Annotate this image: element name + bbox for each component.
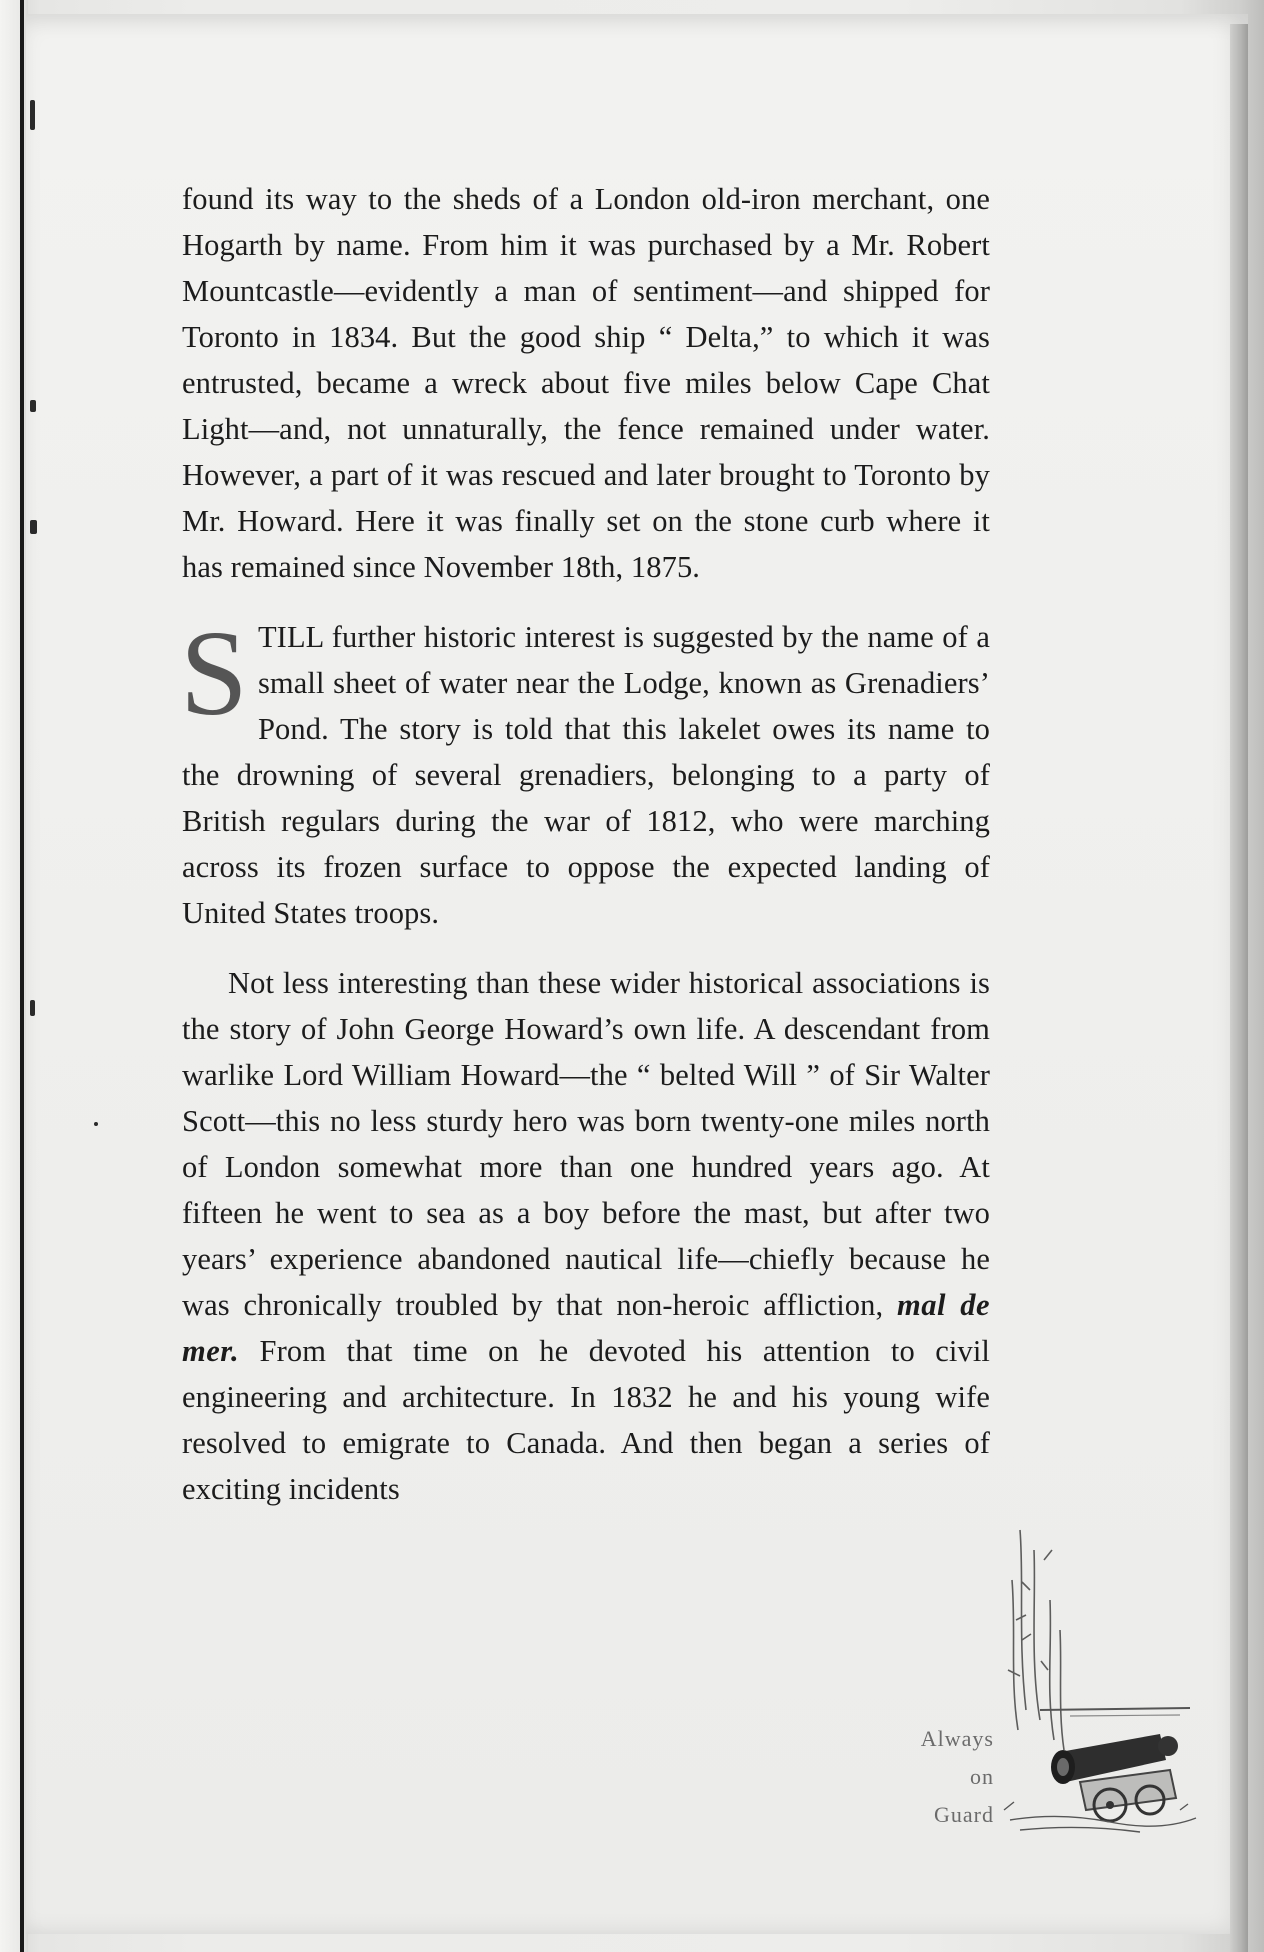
cannon-sketch-icon [1000, 1520, 1200, 1840]
water-line [1070, 1715, 1180, 1716]
page-edge-shadow [1230, 24, 1248, 1952]
caption-line-2: on [970, 1764, 994, 1789]
paragraph-howard-life [182, 960, 990, 1512]
caption-line-1: Always [920, 1726, 994, 1751]
illustration-caption [874, 1720, 994, 1834]
scan-speck [30, 100, 35, 130]
caption-line-3: Guard [934, 1802, 994, 1827]
paragraph-grenadiers-text: TILL further historic interest is suggested by the name of a small sheet of water near the Lodge, known as Grenadiers’ Pond. The story is told that this lakelet owes its name to the drowning of several grenadiers, belonging to a party of British regulars during the war of 1812, who were marching across its frozen surface to oppose the expected landing of United States troops. [182, 620, 990, 930]
scan-speck [30, 520, 37, 534]
scan-speck [30, 1000, 35, 1016]
drop-cap-letter: S [180, 606, 248, 741]
scan-speck [30, 400, 36, 412]
horizon-line [1040, 1708, 1190, 1710]
reeds-sketch [1008, 1530, 1064, 1750]
scan-speck [94, 1122, 98, 1126]
cannon-drawing [1051, 1734, 1178, 1821]
body-text [182, 176, 990, 1512]
paragraph-grenadiers-pond [180, 606, 990, 936]
paragraph-howard-text-1: Not less interesting than these wider historical associations is the story of John George Howard’s own life. A descendant from warlike Lord William Howard—the “ belted Will ” of Sir Walter Scott—this no less sturdy hero was born twenty-one miles north of London somewhat more than one hundred years ago. At fifteen he went to sea as a boy before the mast, but after two years’ experience abandoned nautical life—chiefly because he was chronically troubled by that non-heroic affliction, [182, 966, 990, 1322]
paragraph-howard-text-2: From that time on he devoted his attention to civil engineering and architecture. In 1832 he and his young wife resolved to emigrate to Canada. And then began a series of exciting incidents [182, 1334, 990, 1506]
binding-edge-line [20, 0, 24, 1952]
italic-phrase: mal de mer. [182, 1288, 990, 1368]
paragraph-fence-history: found its way to the sheds of a London old-iron merchant, one Hogarth by name. From him it was purchased by a Mr. Robert Mountcastle—evidently a man of sentiment—and shipped for Toronto in 1834. But the good ship “ Delta,” to which it was entrusted, became a wreck about five miles below Cape Chat Light—and, not unnaturally, the fence remained under water. However, a part of it was rescued and later brought to Toronto by Mr. Howard. Here it was finally set on the stone curb where it has remained since November 18th, 1875. [182, 182, 990, 584]
